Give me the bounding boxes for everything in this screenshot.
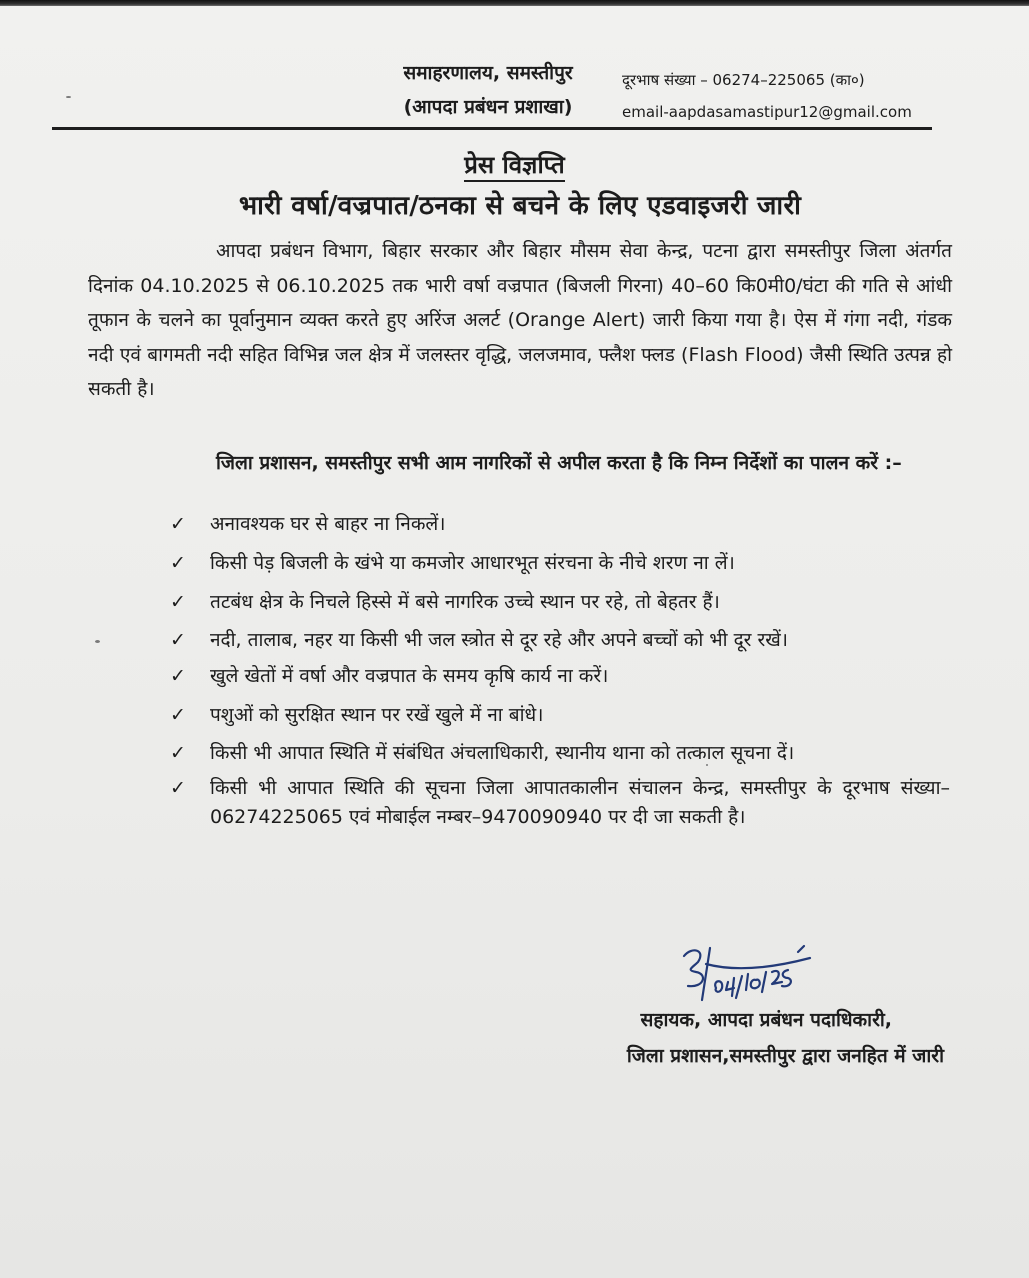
list-item <box>170 774 960 832</box>
phone-line: दूरभाष संख्या – 06274–225065 (का०) <box>622 71 865 89</box>
instruction-text: किसी भी आपात स्थिति की सूचना जिला आपातकालीन संचालन केन्द्र, समस्तीपुर के दूरभाष संख्या–06274225065 एवं मोबाईल नम्बर–9470090940 पर दी जा सकती है। <box>210 777 950 828</box>
checkmark-icon: ✓ <box>170 591 186 613</box>
list-item <box>170 548 960 578</box>
advisory-subheading: भारी वर्षा/वज्रपात/ठनका से बचने के लिए एडवाइजरी जारी <box>238 191 802 221</box>
instruction-text: अनावश्यक घर से बाहर ना निकलें। <box>210 513 446 535</box>
checkmark-icon: ✓ <box>170 742 186 764</box>
instruction-text: नदी, तालाब, नहर या किसी भी जल स्त्रोत से दूर रहे और अपने बच्चों को भी दूर रखें। <box>210 629 789 651</box>
checkmark-icon: ✓ <box>170 777 186 799</box>
intro-paragraph: आपदा प्रबंधन विभाग, बिहार सरकार और बिहार मौसम सेवा केन्द्र, पटना द्वारा समस्तीपुर जिला अंतर्गत दिनांक 04.10.2025 से 06.10.2025 तक भारी वर्षा वज्रपात (बिजली गिरना) 40–60 कि0मी0/घंटा की गति से आंधी तूफान के चलने का पूर्वानुमान व्यक्त करते हुए अरिंज अलर्ट (Orange Alert) जारी किया गया है। ऐस में गंगा नदी, गंडक नदी एवं बागमती नदी सहित विभिन्न जल क्षेत्र में जलस्तर वृद्धि, जलजमाव, फ्लैश फ्लड (Flash Flood) जैसी स्थिति उत्पन्न हो सकती है। <box>88 240 952 400</box>
press-release-page <box>0 6 1029 1278</box>
instructions-list <box>170 509 960 838</box>
signatory-block <box>520 1002 944 1074</box>
scan-speck <box>95 640 100 643</box>
email-line: email-aapdasamastipur12@gmail.com <box>622 103 912 121</box>
office-branch: (आपदा प्रबंधन प्रशाखा) <box>403 96 573 118</box>
instruction-text: पशुओं को सुरक्षित स्थान पर रखें खुले में ना बांधे। <box>210 704 544 726</box>
list-item <box>170 626 960 655</box>
press-release-heading <box>0 148 1029 181</box>
handwritten-signature <box>676 942 826 1006</box>
instruction-text: खुले खेतों में वर्षा और वज्रपात के समय कृषि कार्य ना करें। <box>210 665 609 687</box>
office-name: समाहरणालय, समस्तीपुर <box>403 62 573 84</box>
checkmark-icon: ✓ <box>170 629 186 651</box>
checkmark-icon: ✓ <box>170 665 186 687</box>
signatory-designation: सहायक, आपदा प्रबंधन पदाधिकारी, <box>640 1009 892 1031</box>
instruction-text: तटबंध क्षेत्र के निचले हिस्से में बसे नागरिक उच्चे स्थान पर रहे, तो बेहतर हैं। <box>210 591 720 613</box>
heading-text: प्रेस विज्ञप्ति <box>464 151 564 182</box>
checkmark-icon: ✓ <box>170 552 186 574</box>
list-item <box>170 700 960 730</box>
instruction-text: किसी भी आपात स्थिति में संबंधित अंचलाधिकारी, स्थानीय थाना को तत्काल सूचना दें। <box>210 742 795 764</box>
list-item <box>170 509 960 539</box>
office-header <box>372 56 604 124</box>
instruction-text: किसी पेड़ बिजली के खंभे या कमजोर आधारभूत संरचना के नीचे शरण ना लें। <box>210 552 735 574</box>
checkmark-icon: ✓ <box>170 513 186 535</box>
list-item <box>170 739 960 768</box>
contact-details <box>622 64 942 128</box>
checkmark-icon: ✓ <box>170 704 186 726</box>
scan-speck <box>706 764 708 766</box>
list-item <box>170 661 960 691</box>
list-item <box>170 587 960 617</box>
appeal-paragraph: जिला प्रशासन, समस्तीपुर सभी आम नागरिकों से अपील करता है कि निम्न निर्देशों का पालन करें :– <box>216 452 902 474</box>
issued-by-line: जिला प्रशासन,समस्तीपुर द्वारा जनहित में जारी <box>626 1045 944 1067</box>
header-divider <box>52 127 932 130</box>
scan-speck <box>66 96 71 98</box>
